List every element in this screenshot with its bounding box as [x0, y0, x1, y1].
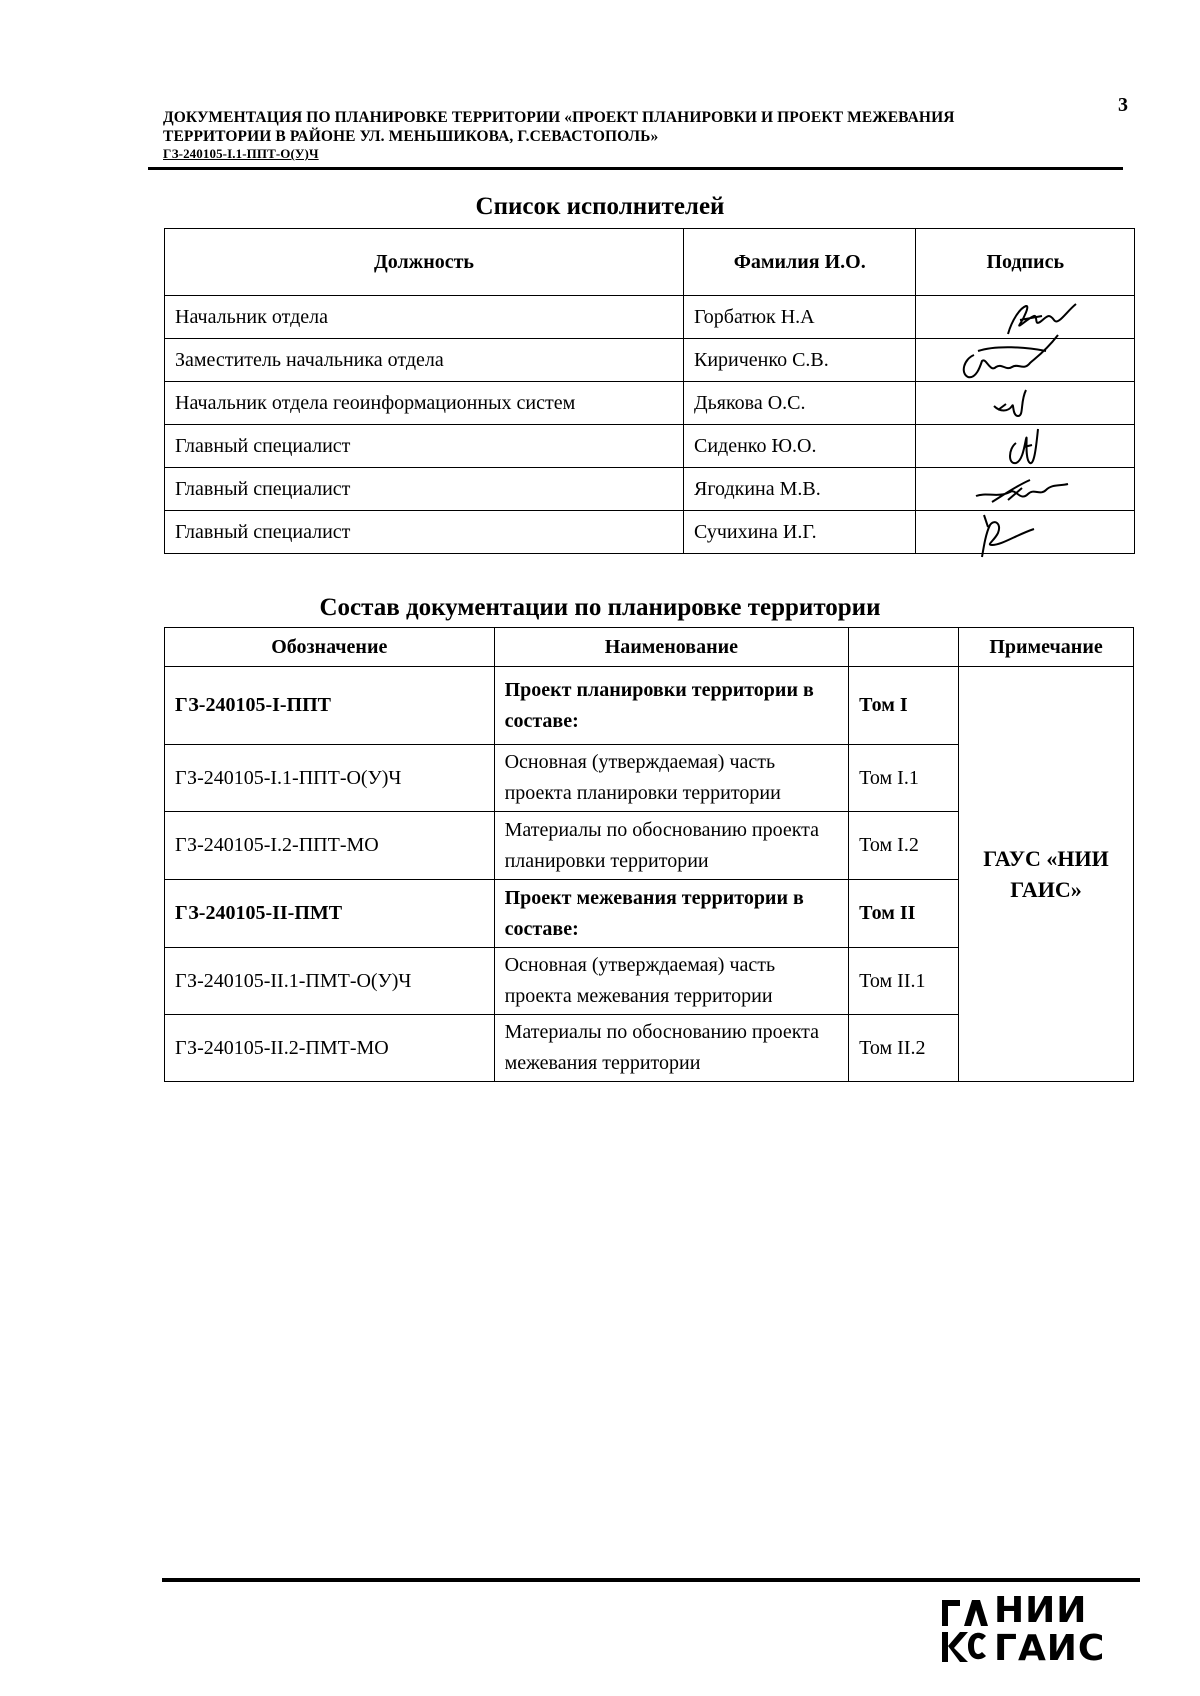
doc-code: ГЗ-240105-II.1-ПМТ-О(У)Ч — [165, 948, 495, 1015]
logo-line-1: НИИ — [994, 1590, 1088, 1631]
doc-volume: Том I — [849, 667, 959, 745]
docs-header-row — [165, 628, 1134, 667]
staff-position: Главный специалист — [165, 511, 684, 554]
doc-name: Материалы по обоснованию проекта планировки территории — [494, 812, 849, 880]
document-header — [163, 108, 1103, 162]
header-line-2: ТЕРРИТОРИИ В РАЙОНЕ УЛ. МЕНЬШИКОВА, Г.СЕВАСТОПОЛЬ» — [163, 128, 659, 145]
header-code: ГЗ-240105-I.1-ППТ-О(У)Ч — [163, 146, 319, 161]
signature-image — [916, 505, 1134, 559]
staff-position: Главный специалист — [165, 425, 684, 468]
staff-position: Заместитель начальника отдела — [165, 339, 684, 382]
doc-code: ГЗ-240105-II-ПМТ — [165, 880, 495, 948]
staff-name: Кириченко С.В. — [683, 339, 916, 382]
column-header — [849, 628, 959, 667]
header-rule — [148, 167, 1123, 170]
column-header: Подпись — [916, 229, 1135, 296]
logo-line-2: ГАИС — [994, 1628, 1106, 1669]
doc-volume: Том I.2 — [849, 812, 959, 880]
staff-position: Начальник отдела — [165, 296, 684, 339]
nii-gais-logo — [940, 1592, 1120, 1672]
doc-name: Материалы по обоснованию проекта межевания территории — [494, 1015, 849, 1082]
doc-code: ГЗ-240105-II.2-ПМТ-МО — [165, 1015, 495, 1082]
staff-table — [164, 228, 1135, 554]
doc-name: Основная (утверждаемая) часть проекта межевания территории — [494, 948, 849, 1015]
doc-volume: Том II — [849, 880, 959, 948]
doc-code: ГЗ-240105-I.1-ППТ-О(У)Ч — [165, 745, 495, 812]
staff-position: Главный специалист — [165, 468, 684, 511]
doc-note: ГАУС «НИИ ГАИС» — [959, 667, 1134, 1082]
table-row — [165, 667, 1134, 745]
header-line-1: ДОКУМЕНТАЦИЯ ПО ПЛАНИРОВКЕ ТЕРРИТОРИИ «ПРОЕКТ ПЛАНИРОВКИ И ПРОЕКТ МЕЖЕВАНИЯ — [163, 109, 955, 126]
signature-cell — [916, 511, 1135, 554]
column-header: Фамилия И.О. — [683, 229, 916, 296]
doc-name: Проект планировки территории в составе: — [494, 667, 849, 745]
footer-rule — [162, 1578, 1140, 1582]
logo-mark-icon — [940, 1596, 988, 1666]
staff-position: Начальник отдела геоинформационных систем — [165, 382, 684, 425]
doc-name: Проект межевания территории в составе: — [494, 880, 849, 948]
column-header: Обозначение — [165, 628, 495, 667]
staff-name: Горбатюк Н.А — [683, 296, 916, 339]
column-header: Должность — [165, 229, 684, 296]
doc-volume: Том I.1 — [849, 745, 959, 812]
staff-name: Ягодкина М.В. — [683, 468, 916, 511]
doc-code: ГЗ-240105-I-ППТ — [165, 667, 495, 745]
staff-name: Дьякова О.С. — [683, 382, 916, 425]
staff-title: Список исполнителей — [475, 193, 725, 220]
staff-name: Сиденко Ю.О. — [683, 425, 916, 468]
doc-volume: Том II.1 — [849, 948, 959, 1015]
doc-volume: Том II.2 — [849, 1015, 959, 1082]
docs-table — [164, 627, 1134, 1082]
column-header: Наименование — [494, 628, 849, 667]
table-row — [165, 511, 1135, 554]
staff-header-row — [165, 229, 1135, 296]
page-number: 3 — [1118, 94, 1128, 116]
staff-name: Сучихина И.Г. — [683, 511, 916, 554]
column-header: Примечание — [959, 628, 1134, 667]
docs-title: Состав документации по планировке территории — [319, 594, 881, 621]
doc-name: Основная (утверждаемая) часть проекта планировки территории — [494, 745, 849, 812]
doc-code: ГЗ-240105-I.2-ППТ-МО — [165, 812, 495, 880]
